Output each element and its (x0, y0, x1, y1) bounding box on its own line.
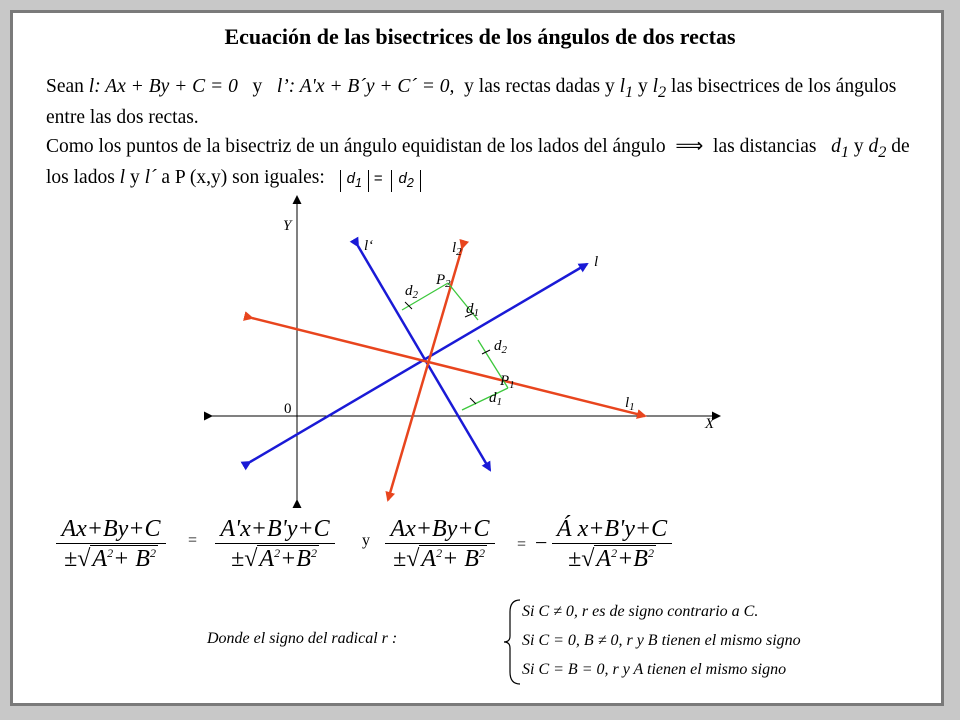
text-distancias: distancias (739, 136, 817, 157)
label-l2-line: $l_2$ (452, 240, 462, 258)
slide-title: Ecuación de las bisectrices de los ángulos de dos rectas (224, 24, 736, 49)
label-p1: $P_1$ (500, 373, 515, 391)
label-d1-bottom: $d_1$ (489, 390, 502, 408)
label-l1-line: $l_1$ (625, 395, 635, 413)
label-l2: $l_2$ (652, 76, 667, 101)
rule-c-b-zero: Si C = B = 0, r y A tienen el mismo signo (522, 661, 787, 678)
label-p2: $P_2$ (436, 272, 451, 290)
text-end: a P (x,y) son iguales: (161, 166, 325, 188)
axis-y-label: Y (283, 218, 292, 234)
tick-mark (470, 398, 476, 404)
text-sean: Sean (46, 76, 84, 97)
distance-box-2: $d_2$ (391, 170, 420, 192)
distance-equality-box: $d_1$ (340, 170, 369, 192)
implies-symbol: ⟹ (675, 136, 704, 157)
formula-2: $\frac{A'x+B'y+C}{\pm√A^2+B^2}$ (215, 516, 335, 573)
origin-label: 0 (284, 401, 292, 417)
label-lprime-line: l‘ (364, 238, 374, 254)
label-l: l (119, 166, 126, 188)
minus-sign: − (535, 530, 548, 555)
rules-bracket (504, 600, 520, 684)
equals-sign: = (373, 169, 383, 187)
text-middle: de los lados (46, 136, 910, 188)
conjunction-y: y (362, 532, 370, 549)
label-d1-top: $d_1$ (466, 301, 479, 319)
text-y3: y (129, 166, 140, 188)
label-l-line: l (594, 254, 599, 270)
text-tail: las bisectrices de los ángulos entre las dos rectas. (46, 76, 897, 128)
equals-1: = (188, 532, 198, 549)
label-d1: $d_1$ (831, 136, 849, 161)
text-las: las (713, 136, 735, 157)
axis-x-label: X (705, 416, 715, 432)
equation-l: l: Ax + By + C = 0 (88, 76, 238, 97)
formula-4: $\frac{\text{Á x+B'y+C}}{\pm√A^2+B^2}$ (552, 516, 672, 573)
radical-sign-note: Donde el signo del radical r : (207, 630, 398, 647)
label-l1: $l_1$ (619, 76, 634, 101)
label-lprime: l´ (144, 166, 157, 188)
rule-c-zero: Si C = 0, B ≠ 0, r y B tienen el mismo signo (522, 632, 801, 649)
text-rest: y las rectas dadas y (464, 76, 615, 97)
text-line1: Como los puntos de la bisectriz de un ángulo equidistan de los lados del ángulo (46, 136, 666, 157)
equation-lprime: l’: A'x + B´y + C´ = 0, (276, 76, 455, 97)
label-d2: $d_2$ (868, 136, 887, 161)
rule-c-nonzero: Si C ≠ 0, r es de signo contrario a C. (522, 603, 759, 620)
text-y2: y (853, 136, 864, 157)
text-and: y (638, 76, 648, 97)
label-d2-bottom: $d_2$ (494, 338, 507, 356)
label-d2-top: $d_2$ (405, 283, 418, 301)
line-l (250, 264, 587, 462)
text-y: y (252, 76, 263, 97)
equals-2: = (517, 536, 527, 553)
formula-3: $\frac{Ax+By+C}{\pm√A^2+ B^2}$ (385, 516, 495, 573)
line-lprime (358, 246, 490, 470)
formula-1: $\frac{Ax+By+C}{\pm√A^2+ B^2}$ (56, 516, 166, 573)
